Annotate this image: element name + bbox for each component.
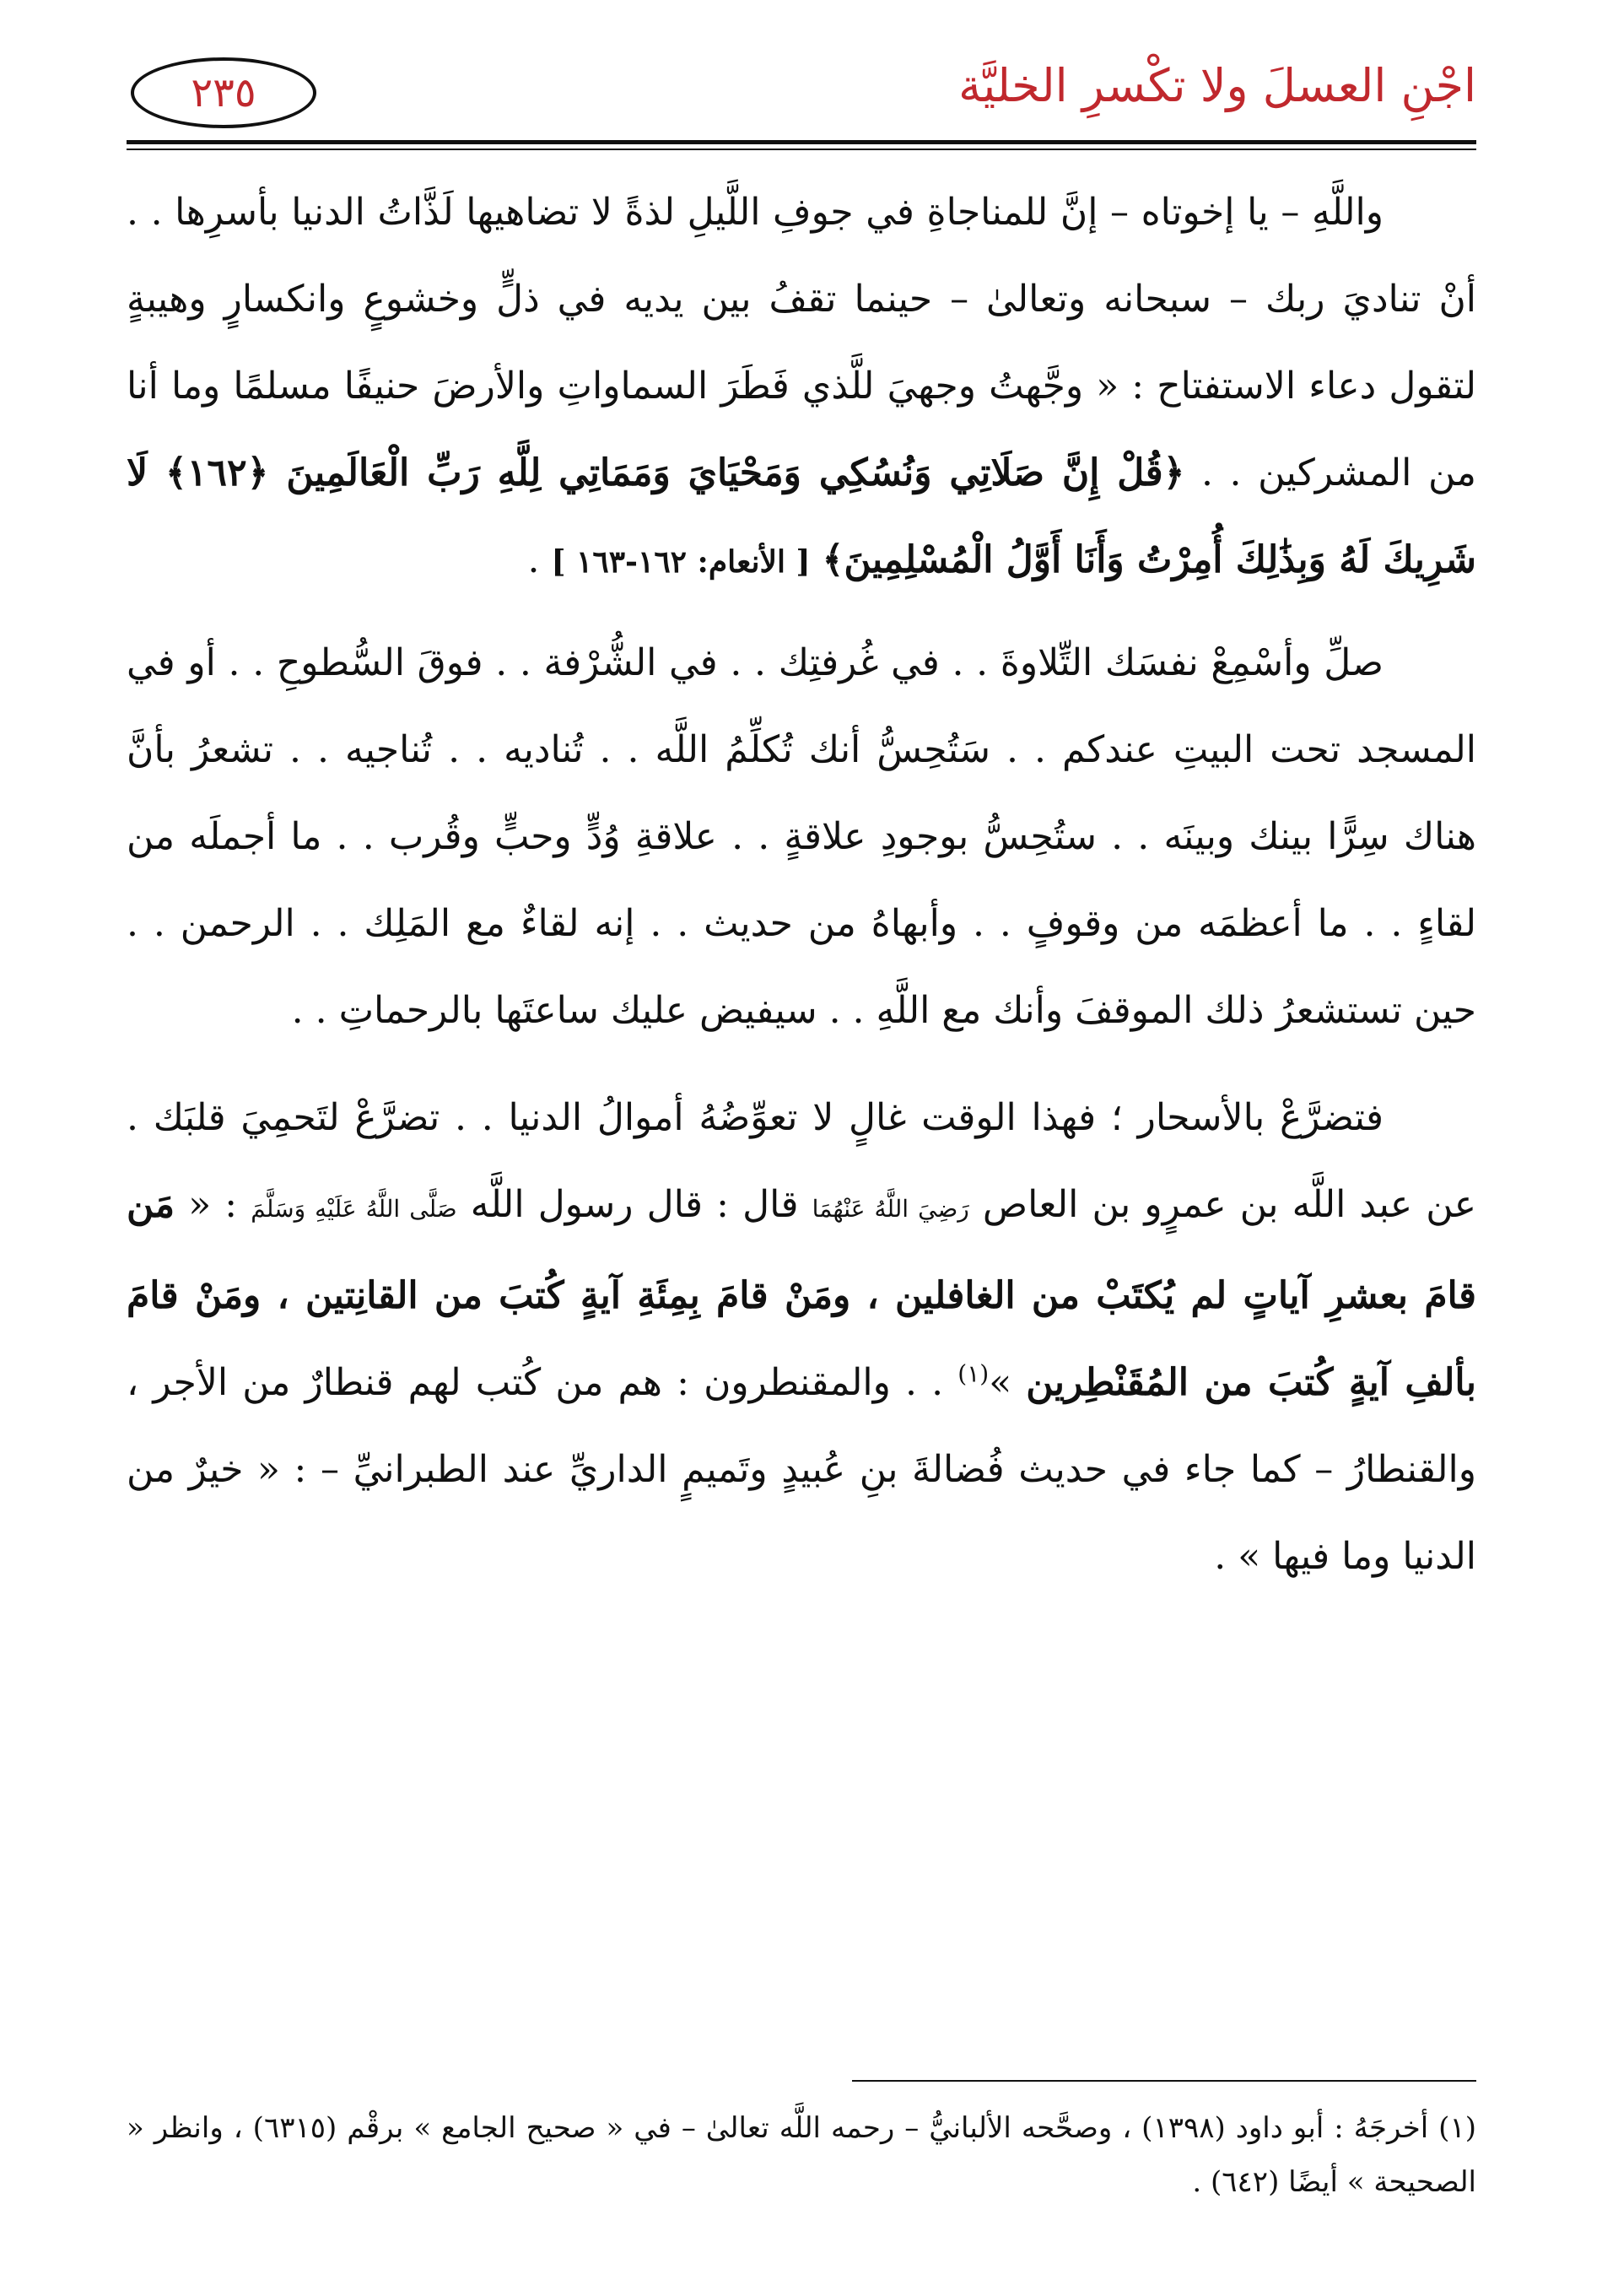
paragraph-3-text-a: فتضرَّعْ بالأسحار ؛ فهذا الوقت غالٍ لا تعوِّضُهُ أموالُ الدنيا . . تضرَّعْ لتَحمِيَ قلبَك . عن عبد اللَّه بن عمرٍو بن العاص [127,1096,1477,1226]
page-number: ٢٣٥ [191,69,256,116]
honorific-companion: رَضِيَ اللَّهُ عَنْهُمَا [812,1195,969,1223]
quran-reference: [ الأنعام: ١٦٢-١٦٣ ] [551,544,811,580]
paragraph-3-text-e: . . والمقنطرون : هم من كُتب لهم قنطارٌ من الأجر ، والقنطارُ – كما جاء في حديث فُضالةَ بنِ عُبيدٍ وتَميمٍ الداريِّ عند الطبرانيِّ – : « خيرٌ من الدنيا وما فيها » . [127,1361,1476,1578]
header-rule-thin [127,149,1476,150]
paragraph-2 [127,619,1476,1054]
running-title: اجْنِ العسلَ ولا تكْسرِ الخليَّة [958,59,1476,112]
footnote-1: (١) أخرجَهُ : أبو داود (١٣٩٨) ، وصحَّحه الألبانيُّ – رحمه اللَّه تعالىٰ – في « صحيح الجامع » برقْم (٦٣١٥) ، وانظر « الصحيحة » أيضًا (٦٤٢) . [127,2111,1476,2199]
paragraph-1-end: . [527,538,552,581]
paragraph-1 [127,169,1476,606]
paragraph-2-text: صلِّ وأسْمِعْ نفسَك التِّلاوةَ . . في غُرفتِك . . في الشُّرْفة . . فوقَ السُّطوحِ . . أو في المسجد تحت البيتِ عندكم . . سَتُحِسُّ أنك تُكلِّمُ اللَّه . . تُناديه . . تُناجيه . . تشعرُ بأنَّ هناك سِرًّا بينك وبينَه . . ستُحِسُّ بوجودِ علاقةٍ . . علاقةِ وُدٍّ وحبٍّ وقُرب . . ما أجملَه من لقاءٍ . . ما أعظمَه من وقوفٍ . . وأبهاهُ من حديث . . إنه لقاءٌ مع المَلِك . . الرحمن . . حين تستشعرُ ذلك الموقفَ وأنك مع اللَّهِ . . سيفيض عليك ساعتَها بالرحماتِ . . [127,641,1476,1032]
footnote-marker[interactable]: (١) [957,1359,990,1388]
paragraph-3-text-d: » [989,1361,1027,1404]
main-text [127,169,1476,1620]
book-page [127,51,1476,2245]
paragraph-3-text-b: قال : قال رسول اللَّه [456,1183,812,1226]
footnotes [127,2101,1476,2209]
quran-verse: ﴿قُلْ إِنَّ صَلَاتِي وَنُسُكِي وَمَحْيَايَ وَمَمَاتِي لِلَّهِ رَبِّ الْعَالَمِينَ ﴿١٦٢﴾ لَا شَرِيكَ لَهُ وَبِذَٰلِكَ أُمِرْتُ وَأَنَا أَوَّلُ الْمُسْلِمِينَ﴾ [127,451,1476,581]
hadith-text: مَن قامَ بعشرِ آياتٍ لم يُكتَبْ من الغافلين ، ومَنْ قامَ بِمِئَةِ آيةٍ كُتبَ من القانِتين ، ومَنْ قامَ بألفِ آيةٍ كُتبَ من المُقَنْطِرين [127,1183,1477,1404]
honorific-prophet: صَلَّى اللَّهُ عَلَيْهِ وَسَلَّمَ [251,1195,457,1223]
paragraph-3 [127,1074,1476,1600]
footnote-separator [852,2080,1476,2082]
page-number-badge [131,57,316,128]
paragraph-3-text-c: : « [175,1183,251,1226]
page-header [127,51,1476,152]
paragraph-1-text: واللَّهِ – يا إخوتاه – إنَّ للمناجاةِ في جوفِ اللَّيلِ لذةً لا تضاهيها لَذَّاتُ الدنيا بأسرِها . . أنْ تناديَ ربك – سبحانه وتعالىٰ – حينما تقفُ بين يديه في ذلٍّ وخشوعٍ وانكسارٍ وهيبةٍ لتقول دعاء الاستفتاح : « وجَّهتُ وجهيَ للَّذي فَطَرَ السماواتِ والأرضَ حنيفًا مسلمًا وما أنا من المشركين . . [127,191,1476,494]
header-rule-thick [127,140,1476,144]
